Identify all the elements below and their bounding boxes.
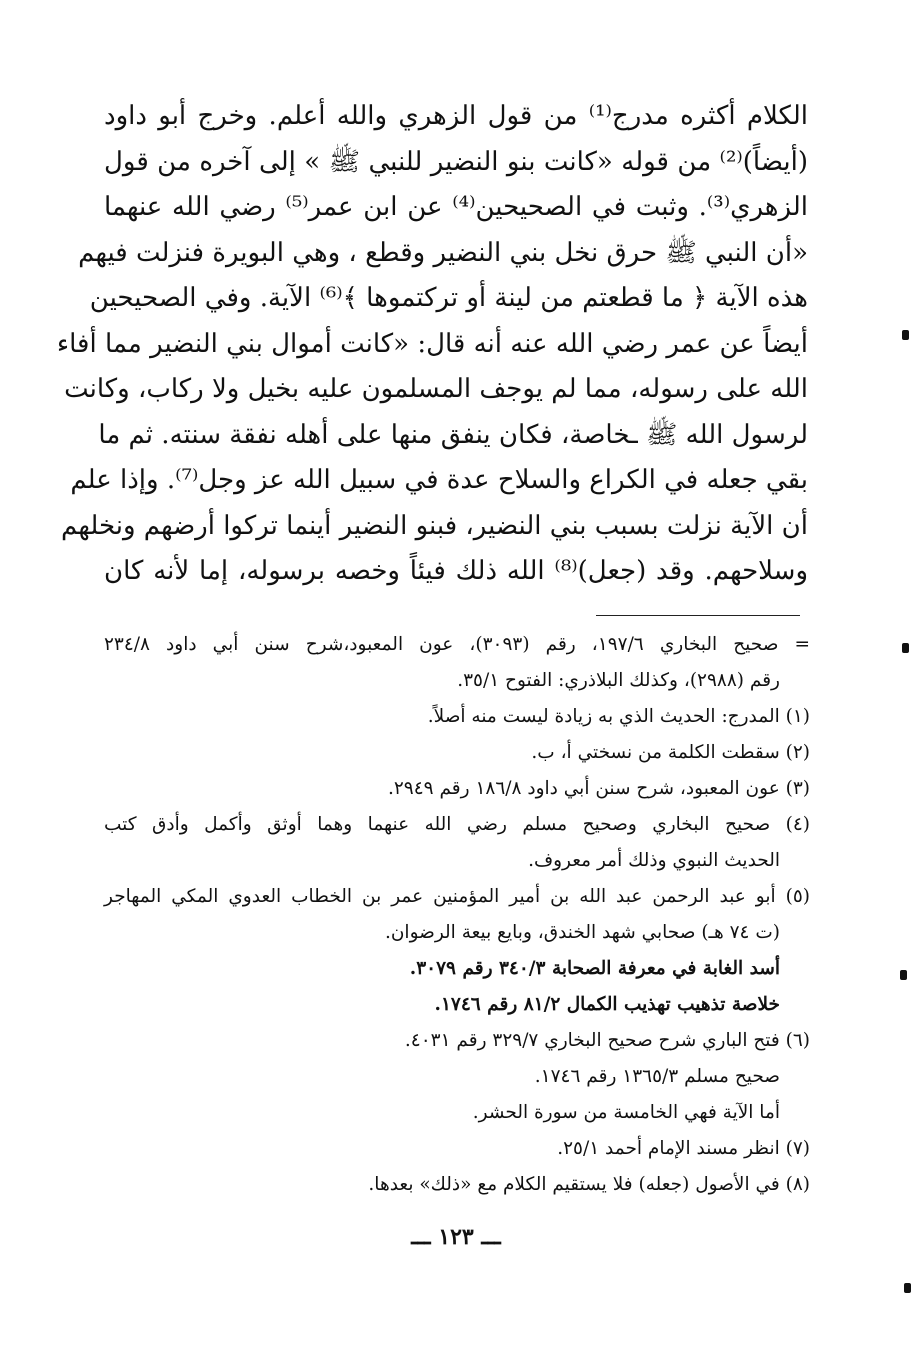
- main-text-line: وسلاحهم. وقد (جعل)⁽⁸⁾ الله ذلك فيئاً وخصه برسوله، إما لأنه كان: [104, 556, 808, 586]
- footnote-line: رقم (٢٩٨٨)، وكذلك البلاذري: الفتوح ٣٥/١.: [457, 670, 780, 691]
- footnote-line: = صحيح البخاري ١٩٧/٦، رقم (٣٠٩٣)، عون المعبود،شرح سنن أبي داود ٢٣٤/٨: [104, 634, 810, 655]
- footnote-line: (٧) انظر مسند الإمام أحمد ٢٥/١.: [557, 1138, 810, 1159]
- binding-hole-mark: [900, 970, 907, 980]
- footnote-line: أسد الغابة في معرفة الصحابة ٣٤٠/٣ رقم ٣٠٧٩.: [409, 958, 780, 979]
- main-text-line: الكلام أكثره مدرج⁽¹⁾ من قول الزهري والله أعلم. وخرج أبو داود: [104, 101, 809, 131]
- footnote-line: صحيح مسلم ١٣٦٥/٣ رقم ١٧٤٦.: [534, 1066, 780, 1087]
- main-text-line: هذه الآية ﴿ ما قطعتم من لينة أو تركتموها ﴾⁽⁶⁾ الآية. وفي الصحيحين: [89, 283, 808, 313]
- main-text-block: [56, 94, 809, 595]
- main-text-line: أيضاً عن عمر رضي الله عنه أنه قال: «كانت أموال بني النضير مما أفاء: [56, 328, 808, 359]
- main-text-line: الله على رسوله، مما لم يوجف المسلمون عليه بخيل ولا ركاب، وكانت: [64, 374, 808, 404]
- main-text-line: لرسول الله ﷺ ـخاصة، فكان ينفق منها على أهله نفقة سنته. ثم ما: [98, 419, 808, 450]
- footnote-line: (٦) فتح الباري شرح صحيح البخاري ٣٢٩/٧ رقم ٤٠٣١.: [404, 1030, 810, 1051]
- footnote-line: خلاصة تذهيب تهذيب الكمال ٨١/٢ رقم ١٧٤٦.: [434, 994, 780, 1015]
- main-text-line: الزهري⁽³⁾. وثبت في الصحيحين⁽⁴⁾ عن ابن عمر⁽⁵⁾ رضي الله عنهما: [104, 192, 809, 222]
- footnote-line: (٤) صحيح البخاري وصحيح مسلم رضي الله عنهما وهما أوثق وأكمل وأدق كتب: [104, 814, 810, 835]
- main-text-line: «أن النبي ﷺ حرق نخل بني النضير وقطع ، وهي البويرة فنزلت فيهم: [78, 237, 808, 268]
- main-text-line: أن الآية نزلت بسبب بني النضير، فبنو النضير أينما تركوا أرضهم ونخلهم: [61, 510, 808, 541]
- footnote-line: أما الآية فهي الخامسة من سورة الحشر.: [472, 1102, 780, 1123]
- main-text-line: بقي جعله في الكراع والسلاح عدة في سبيل الله عز وجل⁽⁷⁾. وإذا علم: [70, 465, 808, 495]
- binding-hole-mark: [902, 643, 909, 653]
- page-number: ـــ ١٢٣ ـــ: [411, 1224, 501, 1250]
- footnote-line: (٢) سقطت الكلمة من نسختي أ، ب.: [531, 742, 810, 763]
- footnote-line: (٣) عون المعبود، شرح سنن أبي داود ١٨٦/٨ رقم ٢٩٤٩.: [387, 778, 810, 799]
- footnote-line: (٨) في الأصول (جعله) فلا يستقيم الكلام مع «ذلك» بعدها.: [368, 1174, 810, 1195]
- main-text-line: (أيضاً)⁽²⁾ من قوله «كانت بنو النضير للنبي ﷺ » إلى آخره من قول: [104, 146, 808, 177]
- footnote-line: الحديث النبوي وذلك أمر معروف.: [528, 850, 780, 871]
- footnote-line: (ت ٧٤ هـ) صحابي شهد الخندق، وبايع بيعة الرضوان.: [384, 922, 780, 943]
- footnote-line: (١) المدرج: الحديث الذي به زيادة ليست منه أصلاً.: [427, 706, 810, 727]
- footnote-separator: [596, 615, 800, 616]
- binding-hole-mark: [904, 1283, 911, 1293]
- footnotes-block: [104, 627, 810, 1203]
- footnote-line: (٥) أبو عبد الرحمن عبد الله بن أمير المؤمنين عمر بن الخطاب العدوي المكي المهاجر: [104, 886, 810, 907]
- binding-hole-mark: [902, 330, 909, 340]
